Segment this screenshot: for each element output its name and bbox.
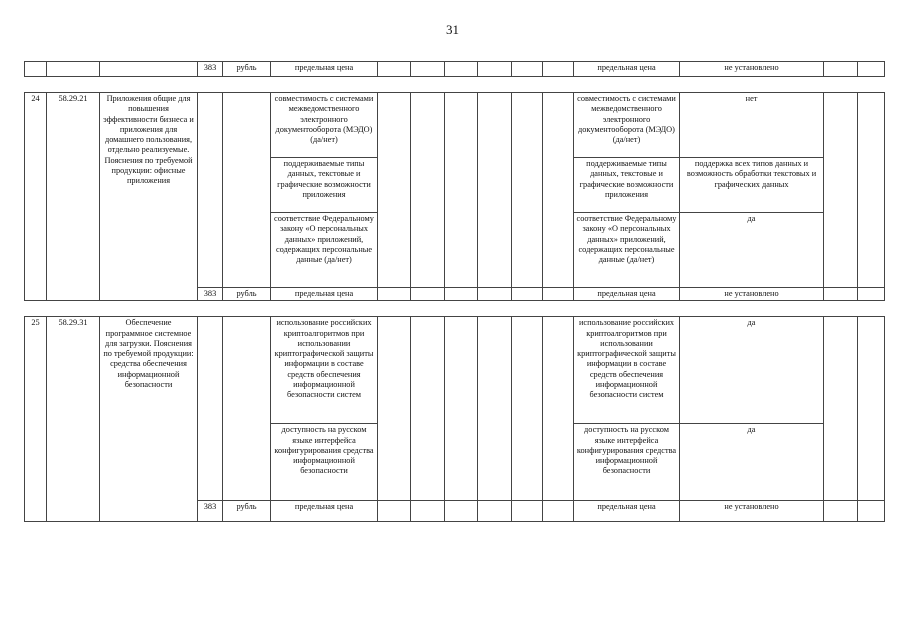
characteristic: предельная цена	[271, 288, 378, 301]
value-approved: да	[680, 317, 824, 424]
item-name: Приложения общие для повышения эффективности бизнеса и приложения для домашнего пользования, отдельно реализуемые. Пояснения по требуемой продукции: офисные приложения	[100, 93, 198, 301]
unit-name: рубль	[223, 62, 271, 77]
okei-code: 383	[198, 288, 223, 301]
value-approved: не установлено	[680, 501, 824, 522]
characteristic-approved: совместимость с системами межведомственного электронного документооборота (МЭДО) (да/нет)	[574, 93, 680, 158]
value-approved: да	[680, 213, 824, 288]
okpd-code: 58.29.21	[47, 93, 100, 301]
item-number: 25	[25, 317, 47, 522]
characteristic-approved: предельная цена	[574, 501, 680, 522]
characteristic-approved: предельная цена	[574, 288, 680, 301]
characteristic: использование российских криптоалгоритмов при использовании криптографической защиты информации в составе средств обеспечения информационной безопасности систем	[271, 317, 378, 424]
characteristic-approved: предельная цена	[574, 62, 680, 77]
procurement-requirements-table	[24, 61, 885, 522]
page-number: 31	[446, 22, 459, 37]
table-row	[25, 317, 885, 424]
value-approved: не установлено	[680, 62, 824, 77]
row-gap	[25, 301, 885, 317]
characteristic: соответствие Федеральному закону «О персональных данных» приложений, содержащих персональные данные (да/нет)	[271, 213, 378, 288]
value-approved: поддержка всех типов данных и возможность обработки текстовых и графических данных	[680, 158, 824, 213]
item-number: 24	[25, 93, 47, 301]
characteristic: предельная цена	[271, 501, 378, 522]
characteristic-approved: поддерживаемые типы данных, текстовые и графические возможности приложения	[574, 158, 680, 213]
characteristic: поддерживаемые типы данных, текстовые и графические возможности приложения	[271, 158, 378, 213]
value-approved: да	[680, 424, 824, 501]
characteristic-approved: соответствие Федеральному закону «О персональных данных» приложений, содержащих персональные данные (да/нет)	[574, 213, 680, 288]
characteristic: совместимость с системами межведомственного электронного документооборота (МЭДО) (да/нет)	[271, 93, 378, 158]
okei-code: 383	[198, 501, 223, 522]
characteristic: предельная цена	[271, 62, 378, 77]
row-gap	[25, 77, 885, 93]
characteristic: доступность на русском языке интерфейса конфигурирования средства информационной безопасности	[271, 424, 378, 501]
unit-name: рубль	[223, 501, 271, 522]
okpd-code: 58.29.31	[47, 317, 100, 522]
value-approved: не установлено	[680, 288, 824, 301]
item-name: Обеспечение программное системное для загрузки. Пояснения по требуемой продукции: средства обеспечения информационной безопасности	[100, 317, 198, 522]
okei-code: 383	[198, 62, 223, 77]
continuation-price-row	[25, 62, 885, 77]
characteristic-approved: доступность на русском языке интерфейса конфигурирования средства информационной безопасности	[574, 424, 680, 501]
unit-name: рубль	[223, 288, 271, 301]
characteristic-approved: использование российских криптоалгоритмов при использовании криптографической защиты информации в составе средств обеспечения информационной безопасности систем	[574, 317, 680, 424]
value-approved: нет	[680, 93, 824, 158]
table-row	[25, 93, 885, 158]
